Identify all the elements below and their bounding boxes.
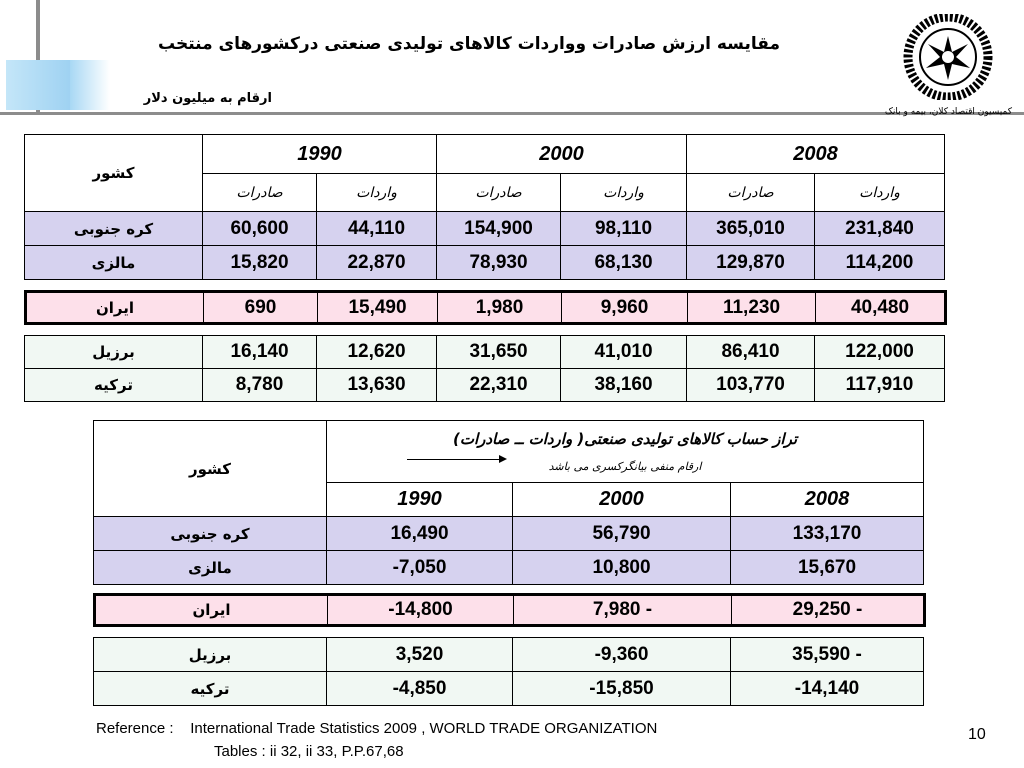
value-cell: -14,800	[328, 595, 514, 626]
value-cell: 154,900	[437, 212, 561, 246]
table-row	[94, 517, 924, 551]
table-row	[94, 638, 924, 672]
country-cell: برزیل	[25, 336, 203, 369]
country-cell: کره جنوبی	[25, 212, 203, 246]
trade-table-header	[24, 134, 945, 280]
import-header: واردات	[317, 174, 437, 212]
year-header: 1990	[327, 483, 513, 517]
value-cell: 12,620	[317, 336, 437, 369]
value-cell: -15,850	[513, 672, 731, 706]
country-cell: کره جنوبی	[94, 517, 327, 551]
value-cell: 29,250 -	[732, 595, 925, 626]
balance-table-iran	[93, 593, 926, 627]
value-cell: 117,910	[815, 369, 945, 402]
arrow-right-icon	[407, 454, 507, 464]
table-row	[26, 292, 946, 324]
year-header: 2008	[687, 135, 945, 174]
decor-blue-fade	[70, 60, 110, 110]
balance-note: ارقام منفی بیانگرکسری می باشد	[548, 460, 702, 473]
country-cell: ایران	[26, 292, 204, 324]
value-cell: 16,490	[327, 517, 513, 551]
value-cell: 231,840	[815, 212, 945, 246]
value-cell: 8,780	[203, 369, 317, 402]
country-cell: ایران	[95, 595, 328, 626]
value-cell: 98,110	[561, 212, 687, 246]
balance-header	[327, 421, 924, 483]
value-cell: 122,000	[815, 336, 945, 369]
table-row	[94, 551, 924, 585]
reference	[96, 720, 657, 737]
value-cell: 68,130	[561, 246, 687, 280]
value-cell: 40,480	[816, 292, 946, 324]
value-cell: 103,770	[687, 369, 815, 402]
value-cell: 41,010	[561, 336, 687, 369]
country-cell: مالزی	[94, 551, 327, 585]
country-cell: ترکیه	[94, 672, 327, 706]
slide-title: مقایسه ارزش صادرات وواردات کالاهای تولیدی صنعتی درکشورهای منتخب	[157, 34, 780, 54]
import-header: واردات	[815, 174, 945, 212]
year-header: 1990	[203, 135, 437, 174]
value-cell: 31,650	[437, 336, 561, 369]
value-cell: 9,960	[562, 292, 688, 324]
value-cell: 15,820	[203, 246, 317, 280]
country-header: کشور	[94, 421, 327, 517]
value-cell: 78,930	[437, 246, 561, 280]
reference-tables: Tables : ii 32, ii 33, P.P.67,68	[214, 743, 404, 760]
value-cell: 16,140	[203, 336, 317, 369]
table-row	[95, 595, 925, 626]
value-cell: 129,870	[687, 246, 815, 280]
chamber-logo-icon	[896, 14, 1000, 100]
reference-label: Reference :	[96, 720, 174, 737]
export-header: صادرات	[437, 174, 561, 212]
value-cell: -4,850	[327, 672, 513, 706]
value-cell: 10,800	[513, 551, 731, 585]
value-cell: 22,310	[437, 369, 561, 402]
value-cell: 86,410	[687, 336, 815, 369]
table-row	[94, 672, 924, 706]
value-cell: 133,170	[731, 517, 924, 551]
country-cell: مالزی	[25, 246, 203, 280]
balance-table-others	[93, 637, 924, 706]
year-header: 2008	[731, 483, 924, 517]
value-cell: -7,050	[327, 551, 513, 585]
value-cell: 38,160	[561, 369, 687, 402]
import-header: واردات	[561, 174, 687, 212]
country-cell: ترکیه	[25, 369, 203, 402]
value-cell: 35,590 -	[731, 638, 924, 672]
decor-blue-bar	[6, 60, 70, 110]
balance-table-header	[93, 420, 924, 585]
trade-table-others	[24, 335, 945, 402]
table-row	[25, 246, 945, 280]
value-cell: 1,980	[438, 292, 562, 324]
value-cell: 15,490	[318, 292, 438, 324]
value-cell: 114,200	[815, 246, 945, 280]
value-cell: 44,110	[317, 212, 437, 246]
value-cell: 11,230	[688, 292, 816, 324]
value-cell: 22,870	[317, 246, 437, 280]
export-header: صادرات	[203, 174, 317, 212]
year-header: 2000	[513, 483, 731, 517]
table-row	[25, 336, 945, 369]
value-cell: 690	[204, 292, 318, 324]
reference-source: International Trade Statistics 2009 , WORLD TRADE ORGANIZATION	[190, 720, 658, 737]
value-cell: 365,010	[687, 212, 815, 246]
value-cell: -14,140	[731, 672, 924, 706]
unit-note: ارقام به میلیون دلار	[143, 91, 272, 106]
value-cell: 7,980 -	[514, 595, 732, 626]
table-row	[25, 212, 945, 246]
balance-title: تراز حساب کالاهای تولیدی صنعتی( واردات ــ صادرات)	[452, 430, 798, 448]
value-cell: -9,360	[513, 638, 731, 672]
value-cell: 56,790	[513, 517, 731, 551]
table-row	[25, 369, 945, 402]
value-cell: 13,630	[317, 369, 437, 402]
value-cell: 15,670	[731, 551, 924, 585]
year-header: 2000	[437, 135, 687, 174]
country-header: کشور	[25, 135, 203, 212]
trade-table-iran	[24, 290, 947, 325]
value-cell: 3,520	[327, 638, 513, 672]
logo-caption: کمیسیون اقتصاد کلان، بیمه و بانک	[884, 107, 1012, 117]
country-cell: برزیل	[94, 638, 327, 672]
export-header: صادرات	[687, 174, 815, 212]
page-number: 10	[968, 726, 986, 743]
value-cell: 60,600	[203, 212, 317, 246]
